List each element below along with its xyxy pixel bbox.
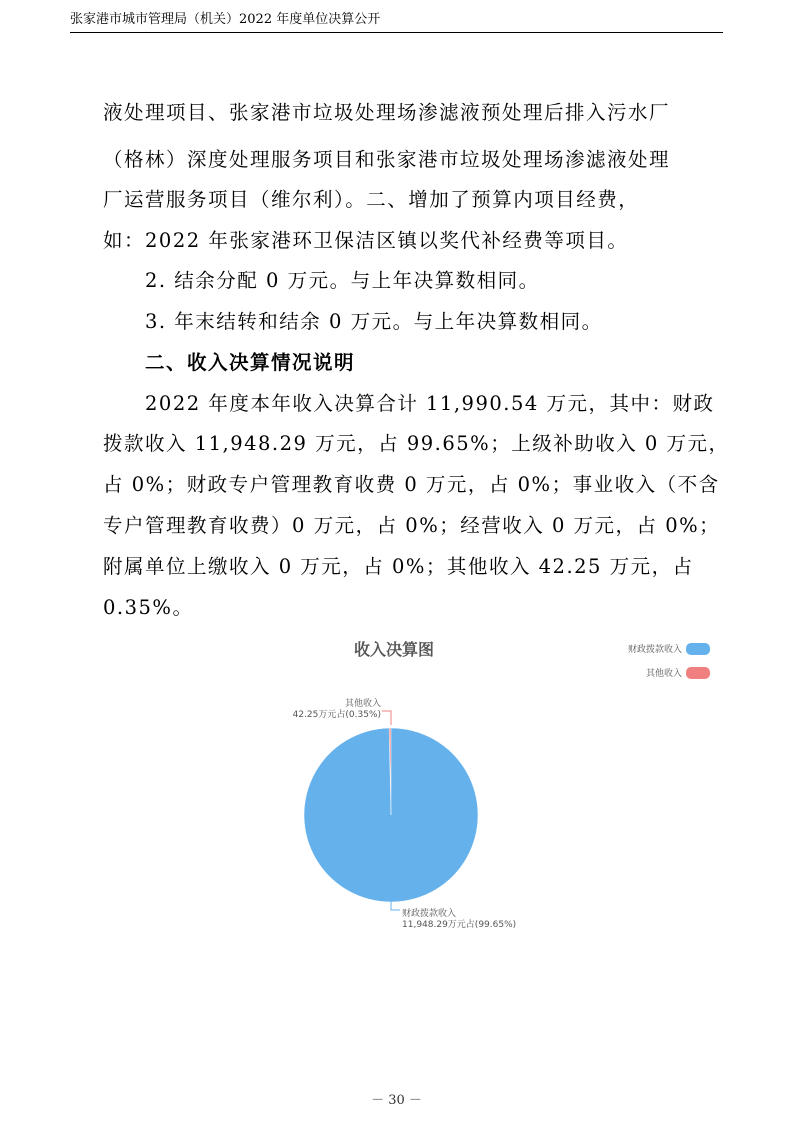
slice-label-other-name: 其他收入	[344, 699, 381, 709]
body-line-6: 3. 年末结转和结余 0 万元。与上年决算数相同。	[145, 310, 603, 333]
income-pie-chart	[270, 625, 730, 955]
para2-line-1: 2022 年度本年收入决算合计 11,990.54 万元，其中：财政	[145, 392, 715, 415]
para2-line-3: 占 0%；财政专户管理教育收费 0 万元，占 0%；事业收入（不含	[103, 473, 720, 496]
legend-swatch-1	[686, 643, 710, 655]
page-header	[70, 10, 723, 33]
para2-line-5: 附属单位上缴收入 0 万元，占 0%；其他收入 42.25 万元，占	[103, 555, 694, 578]
body-line-2: （格林）深度处理服务项目和张家港市垃圾处理场渗滤液处理	[103, 148, 671, 171]
label-line-other	[382, 711, 391, 725]
slice-label-fiscal-name: 财政拨款收入	[402, 909, 457, 919]
body-line-5: 2. 结余分配 0 万元。与上年决算数相同。	[145, 269, 540, 292]
pie-chart-svg	[270, 625, 730, 955]
legend-label-1: 财政拨款收入	[627, 645, 682, 655]
slice-label-other-value: 42.25万元占(0.35%)	[292, 710, 381, 720]
para2-line-4: 专户管理教育收费）0 万元，占 0%；经营收入 0 万元，占 0%；	[103, 514, 721, 537]
body-line-3: 厂运营服务项目（维尔利）。二、增加了预算内项目经费，	[103, 188, 640, 211]
para2-line-6: 0.35%。	[103, 596, 194, 619]
header-title: 张家港市城市管理局（机关）2022 年度单位决算公开	[70, 12, 381, 27]
pie-slices	[304, 728, 478, 902]
chart-title: 收入决算图	[353, 640, 435, 659]
para2-line-2: 拨款收入 11,948.29 万元，占 99.65%；上级补助收入 0 万元，	[103, 432, 730, 455]
legend-swatch-2	[686, 667, 710, 679]
body-line-1: 液处理项目、张家港市垃圾处理场渗滤液预处理后排入污水厂	[103, 101, 671, 124]
page-number: － 30 －	[371, 1093, 422, 1108]
body-line-4: 如：2022 年张家港环卫保洁区镇以奖代补经费等项目。	[103, 229, 629, 252]
pie-slice-fiscal-appropriation	[304, 728, 478, 902]
slice-label-fiscal-value: 11,948.29万元占(99.65%)	[402, 920, 517, 930]
section-heading: 二、收入决算情况说明	[145, 351, 356, 374]
legend-label-2: 其他收入	[645, 669, 682, 679]
